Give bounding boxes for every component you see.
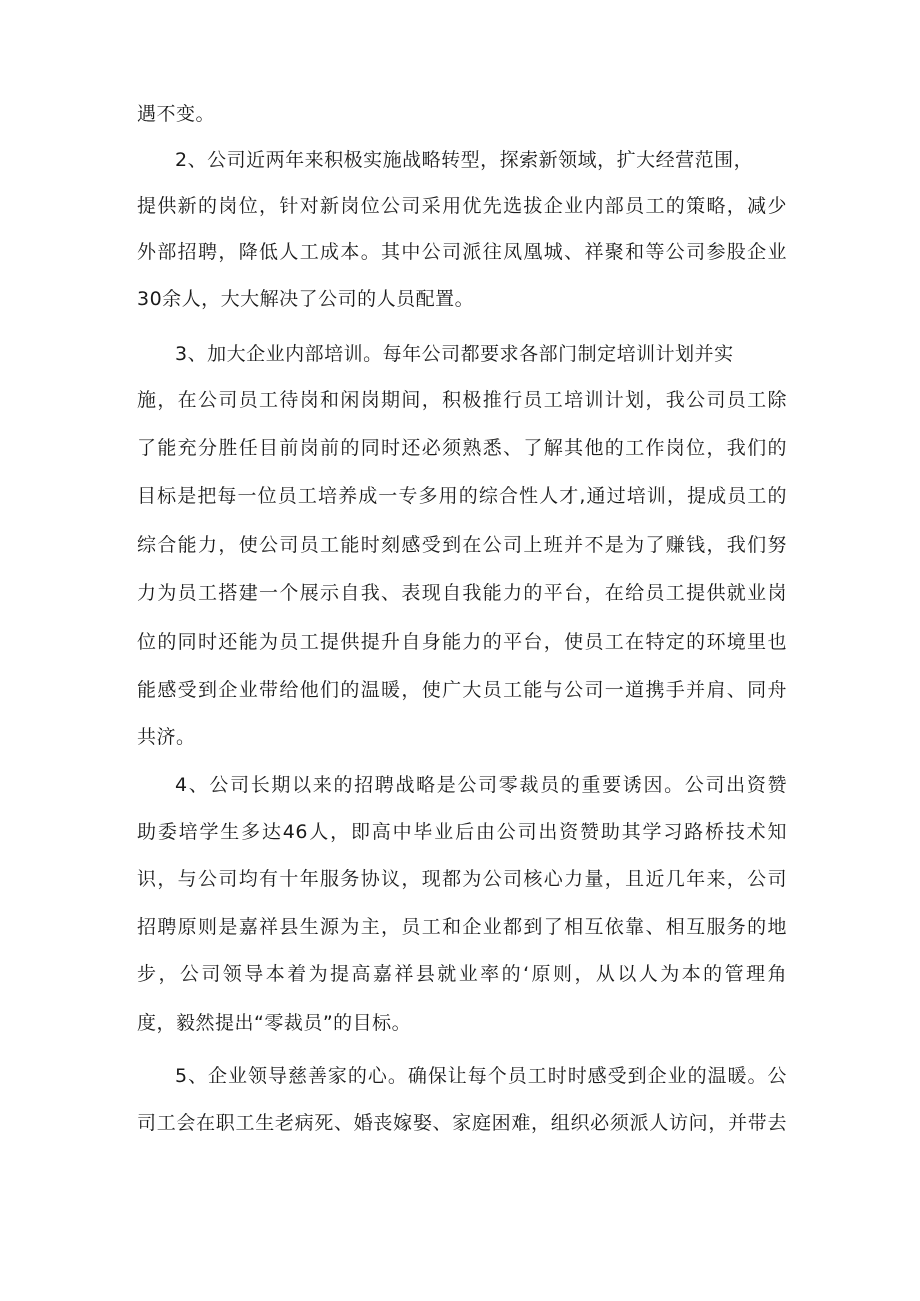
paragraph-first-line: 3、加大企业内部培训。每年公司都要求各部门制定培训计划并实 [175,343,734,365]
text-line: 能感受到企业带给他们的温暖，使广大员工能与公司一道携手并肩、同舟 [137,679,787,701]
text-line: 提供新的岗位，针对新岗位公司采用优先选拔企业内部员工的策略，减少 [137,195,787,217]
text-line: 目标是把每一位员工培养成一专多用的综合性人才,通过培训，提成员工的 [137,485,787,507]
paragraph-first-line: 4、公司长期以来的招聘战略是公司零裁员的重要诱因。公司出资赞 [175,774,787,796]
text-line: 度，毅然提出“零裁员”的目标。 [137,1012,412,1034]
text-line: 综合能力，使公司员工能时刻感受到在公司上班并不是为了赚钱，我们努 [137,534,787,556]
text-line: 了能充分胜任目前岗前的同时还必须熟悉、了解其他的工作岗位，我们的 [137,437,787,459]
text-line: 施，在公司员工待岗和闲岗期间，积极推行员工培训计划，我公司员工除 [137,389,787,411]
text-line: 共济。 [137,726,196,748]
text-line: 位的同时还能为员工提供提升自身能力的平台，使员工在特定的环境里也 [137,631,787,653]
text-line: 遇不变。 [137,103,216,125]
paragraph-first-line: 5、企业领导慈善家的心。确保让每个员工时时感受到企业的温暖。公 [175,1065,787,1087]
paragraph-first-line: 2、公司近两年来积极实施战略转型，探索新领域，扩大经营范围， [175,149,754,171]
text-line: 司工会在职工生老病死、婚丧嫁娶、家庭困难，组织必须派人访问，并带去 [137,1112,787,1134]
text-line: 步，公司领导本着为提高嘉祥县就业率的‘原则，从以人为本的管理角 [137,963,787,985]
text-line: 招聘原则是嘉祥县生源为主，员工和企业都到了相互依靠、相互服务的地 [137,916,787,938]
text-line: 外部招聘，降低人工成本。其中公司派往凤凰城、祥聚和等公司参股企业 [137,241,787,263]
text-line: 识，与公司均有十年服务协议，现都为公司核心力量，且近几年来，公司 [137,868,787,890]
text-line: 30余人，大大解决了公司的人员配置。 [137,288,475,310]
text-line: 助委培学生多达46人，即高中毕业后由公司出资赞助其学习路桥技术知 [137,821,787,843]
text-line: 力为员工搭建一个展示自我、表现自我能力的平台，在给员工提供就业岗 [137,582,787,604]
